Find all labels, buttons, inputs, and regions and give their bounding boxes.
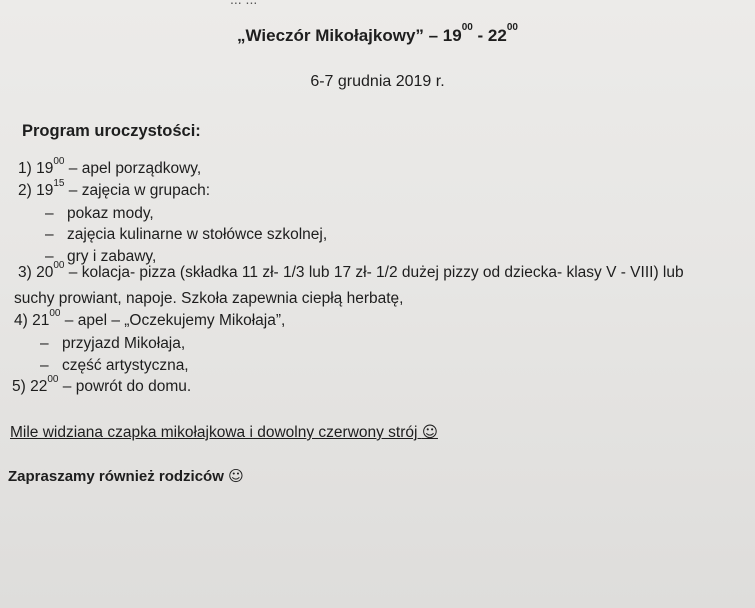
title-mid: - 22 <box>472 26 507 45</box>
bullet-text: część artystyczna, <box>62 357 189 374</box>
program-item-2 <box>18 178 211 200</box>
bullet-text: gry i zabawy, <box>67 248 157 265</box>
smiley-icon: ☺ <box>228 467 244 485</box>
group-bullet-2 <box>45 226 327 244</box>
parents-invitation <box>8 467 244 485</box>
item-time-minutes: 00 <box>53 260 65 271</box>
title-start-minutes: 00 <box>461 22 473 33</box>
event-date: 6-7 grudnia 2019 r. <box>310 73 445 90</box>
item-text: – powrót do domu. <box>58 378 192 395</box>
dash-icon: – <box>45 248 54 265</box>
dress-code-note <box>10 423 438 442</box>
item-time: 1) 19 <box>18 160 54 177</box>
apel-bullet-2 <box>40 357 189 375</box>
event-title <box>0 22 755 46</box>
dash-icon: – <box>45 205 54 222</box>
apel-bullet-1 <box>40 335 185 353</box>
item-time-minutes: 15 <box>53 178 65 189</box>
bullet-text: zajęcia kulinarne w stołówce szkolnej, <box>67 226 328 243</box>
item-time: 5) 22 <box>12 378 48 395</box>
program-item-3-continued: suchy prowiant, napoje. Szkoła zapewnia ciepłą herbatę, <box>14 290 404 307</box>
item-text: – kolacja- pizza (składka 11 zł- 1/3 lub 17 zł- 1/2 dużej pizzy od dziecka- klasy V - VIII) lub <box>64 264 684 281</box>
cut-off-header <box>230 0 257 7</box>
item-time-minutes: 00 <box>47 374 59 385</box>
program-item-5 <box>12 374 192 396</box>
title-end-minutes: 00 <box>506 22 518 33</box>
invite-text: Zapraszamy również rodziców <box>8 468 224 485</box>
item-time-minutes: 00 <box>49 308 61 319</box>
dash-icon: – <box>40 357 49 374</box>
item-time: 2) 19 <box>18 182 54 199</box>
smiley-icon: ☺ <box>421 423 438 441</box>
item-time-minutes: 00 <box>53 156 65 167</box>
bullet-text: pokaz mody, <box>67 205 154 222</box>
title-prefix: „Wieczór Mikołajkowy” – 19 <box>237 26 462 45</box>
program-item-4 <box>14 308 286 330</box>
note-text: Mile widziana czapka mikołajkowa i dowolny czerwony strój <box>10 424 418 441</box>
item-text: – zajęcia w grupach: <box>64 182 211 199</box>
program-item-3 <box>18 260 684 282</box>
dash-icon: – <box>45 226 54 243</box>
item-time: 3) 20 <box>18 264 54 281</box>
item-text: – apel – „Oczekujemy Mikołaja”, <box>60 312 286 329</box>
bullet-text: przyjazd Mikołaja, <box>62 335 186 352</box>
dash-icon: – <box>40 335 49 352</box>
item-text: – apel porządkowy, <box>64 160 202 177</box>
item-time: 4) 21 <box>14 312 50 329</box>
group-bullet-1 <box>45 205 154 223</box>
program-item-1 <box>18 156 202 178</box>
program-heading: Program uroczystości: <box>22 122 201 140</box>
